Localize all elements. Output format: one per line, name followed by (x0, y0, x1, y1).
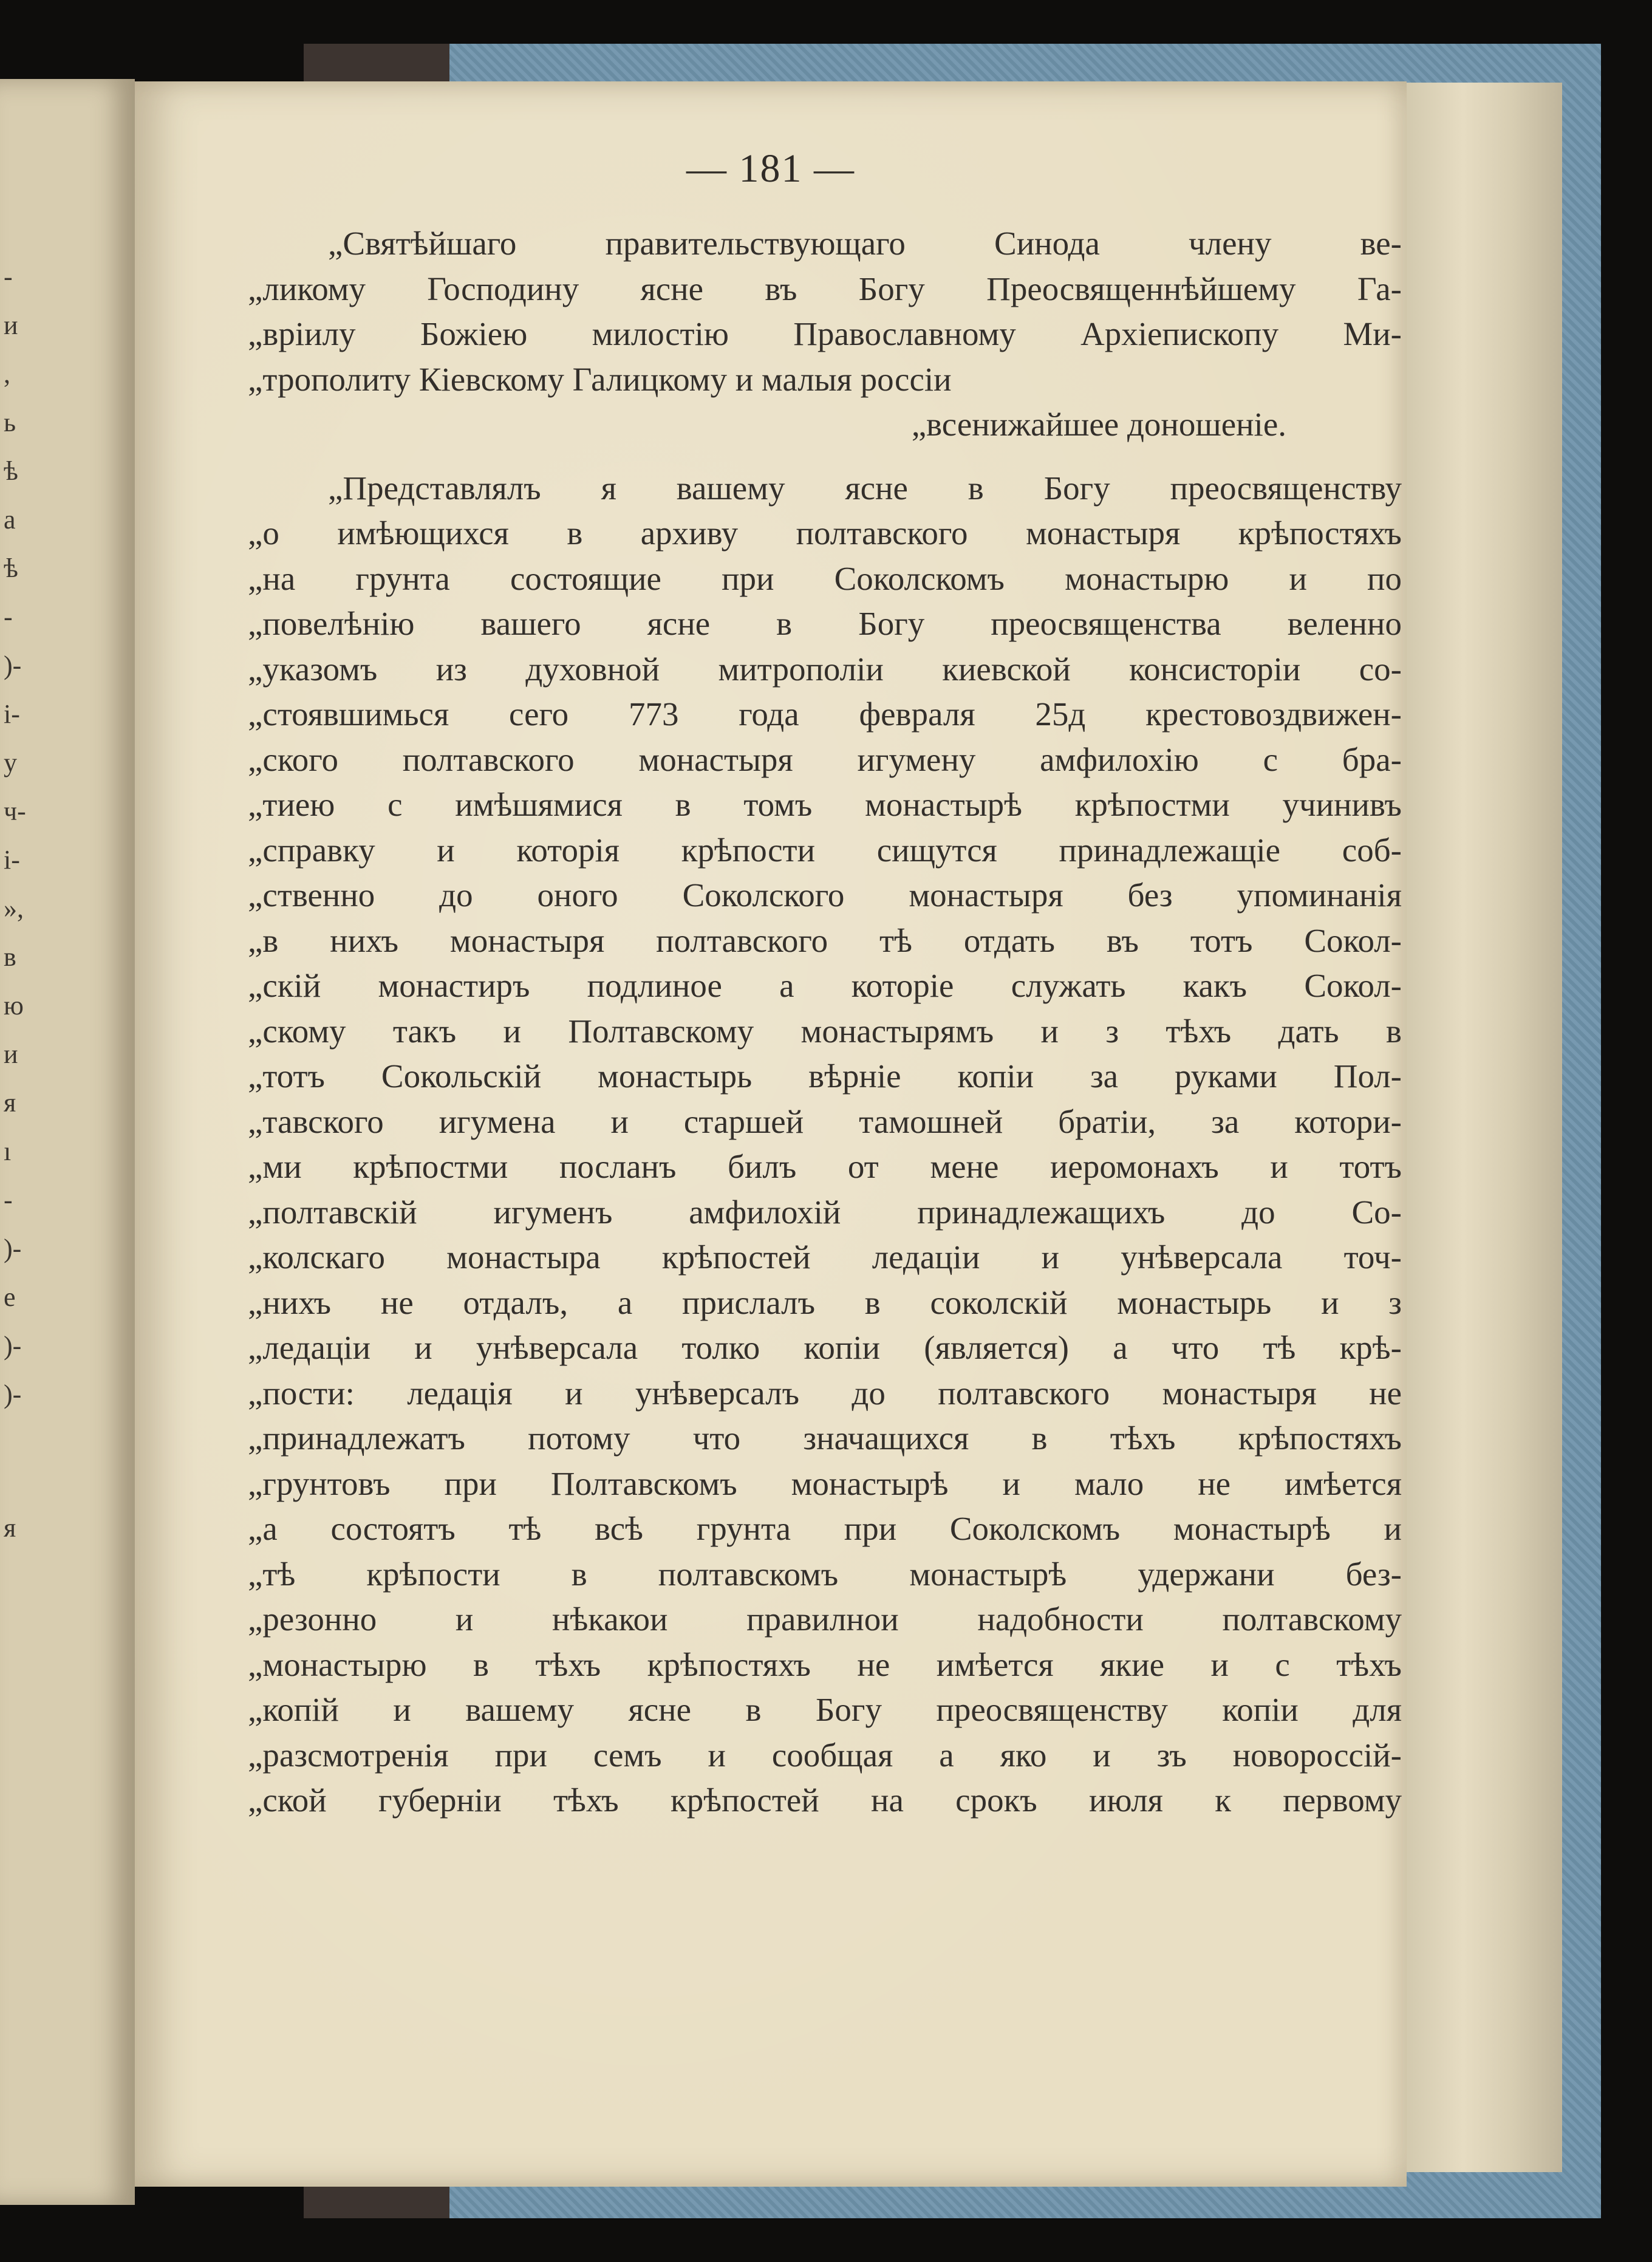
right-page (135, 81, 1407, 2187)
left-page-margin (0, 79, 135, 2205)
left-page (0, 79, 135, 2205)
left-page-fragment: )- (4, 1331, 22, 1361)
text-line: „указомъ из духовной митрополіи киевской консисторіи со- (248, 650, 1402, 688)
text-line: „ского полтавского монастыря игумену амфилохію с бра- (248, 740, 1402, 778)
text-line: „трополиту Кіевскому Галицкому и малыя россіи (248, 360, 952, 398)
text-line: „в нихъ монастыря полтавского тѣ отдать въ тотъ Сокол- (248, 921, 1402, 959)
left-page-fragment: я (4, 1513, 16, 1543)
text-line: „ственно до оного Соколского монастыря без упоминанія (248, 876, 1402, 914)
left-page-fragment: и (4, 310, 18, 340)
left-page-fragment: )- (4, 1379, 22, 1409)
text-line: „Представлялъ я вашему ясне в Богу преосвященству (328, 469, 1402, 507)
left-page-fragment: », (4, 894, 24, 923)
text-line: „монастырю в тѣхъ крѣпостяхъ не имѣется якие и с тѣхъ (248, 1645, 1402, 1683)
text-line: „грунтовъ при Полтавскомъ монастырѣ и мало не имѣется (248, 1464, 1402, 1502)
left-page-fragment: ѣ (4, 553, 18, 583)
left-page-fragment: я (4, 1088, 16, 1118)
text-line: „скій монастиръ подлиное а которіе служать какъ Сокол- (248, 967, 1402, 1004)
text-line: „ской губерніи тѣхъ крѣпостей на срокъ июля к первому (248, 1782, 1402, 1819)
text-line: „тиею с имѣшямися в томъ монастырѣ крѣпостми учинивъ (248, 786, 1402, 823)
left-page-fragment: и (4, 1039, 18, 1069)
left-page-fragment: і- (4, 699, 20, 729)
text-line: „повелѣнію вашего ясне в Богу преосвященства веленно (248, 605, 1402, 642)
left-page-fragment: е (4, 1282, 16, 1312)
left-page-fragment: )- (4, 1234, 22, 1263)
text-line: „скому такъ и Полтавскому монастырямъ и з тѣхъ дать в (248, 1012, 1402, 1050)
left-page-fragment: і- (4, 845, 20, 875)
page-edges (1397, 83, 1562, 2172)
text-line: „разсмотренія при семъ и сообщая а яко и зъ новороссій- (248, 1736, 1402, 1774)
text-line: „ликому Господину ясне въ Богу Преосвященнѣйшему Га- (248, 270, 1402, 307)
left-page-fragment: ь (4, 408, 16, 437)
text-line: „принадлежатъ потому что значащихся в тѣхъ крѣпостяхъ (248, 1420, 1402, 1457)
left-page-fragment: - (4, 262, 13, 292)
text-line: „вріилу Божіею милостію Православному Архіепископу Ми- (248, 315, 1402, 352)
text-line: „копій и вашему ясне в Богу преосвященству копіи для (248, 1691, 1402, 1728)
left-page-fragment: , (4, 359, 10, 389)
text-line: „стоявшимься сего 773 года февраля 25д крестовоздвижен- (248, 695, 1402, 733)
text-line: „пости: ледація и унѣверсалъ до полтавского монастыря не (248, 1374, 1402, 1412)
text-line: „ми крѣпостми посланъ билъ от мене иеромонахъ и тотъ (248, 1148, 1402, 1185)
text-line: „полтавскій игуменъ амфилохій принадлежащихъ до Со- (248, 1193, 1402, 1231)
left-page-fragment: )- (4, 651, 22, 680)
text-line: „а состоятъ тѣ всѣ грунта при Соколскомъ монастырѣ и (248, 1510, 1402, 1547)
left-page-fragment: у (4, 748, 17, 777)
document-heading: „всенижайшее доношеніе. (911, 406, 1286, 443)
page-number: — 181 — (686, 146, 855, 191)
left-page-fragment: - (4, 1185, 13, 1215)
text-line: „тавского игумена и старшей тамошней братіи, за котори- (248, 1102, 1402, 1140)
text-line: „Святѣйшаго правительствующаго Синода члену ве- (328, 225, 1402, 262)
left-page-fragment: ı (4, 1136, 12, 1166)
left-page-fragment: ѣ (4, 456, 18, 486)
text-line: „справку и которія крѣпости сищутся принадлежащіе соб- (248, 831, 1402, 869)
left-page-fragment: - (4, 602, 13, 632)
left-page-fragment: ч- (4, 796, 26, 826)
text-line: „тотъ Сокольскій монастырь вѣрніе копіи за руками Пол- (248, 1058, 1402, 1095)
left-page-fragment: ю (4, 991, 24, 1020)
text-line: „тѣ крѣпости в полтавскомъ монастырѣ удержани без- (248, 1555, 1402, 1593)
text-line: „на грунта состоящие при Соколскомъ монастырю и по (248, 559, 1402, 597)
text-line: „о имѣющихся в архиву полтавского монастыря крѣпостяхъ (248, 514, 1402, 552)
text-line: „колскаго монастыра крѣпостей ледаціи и унѣверсала точ- (248, 1239, 1402, 1276)
text-line: „ледаціи и унѣверсала толко копіи (является) а что тѣ крѣ- (248, 1329, 1402, 1366)
left-page-fragment: в (4, 942, 16, 972)
left-page-fragment: а (4, 505, 16, 535)
text-line: „нихъ не отдалъ, а прислалъ в соколскій монастырь и з (248, 1283, 1402, 1321)
text-line: „резонно и нѣкакои правилнои надобности полтавскому (248, 1601, 1402, 1638)
page-text (248, 221, 1402, 1823)
